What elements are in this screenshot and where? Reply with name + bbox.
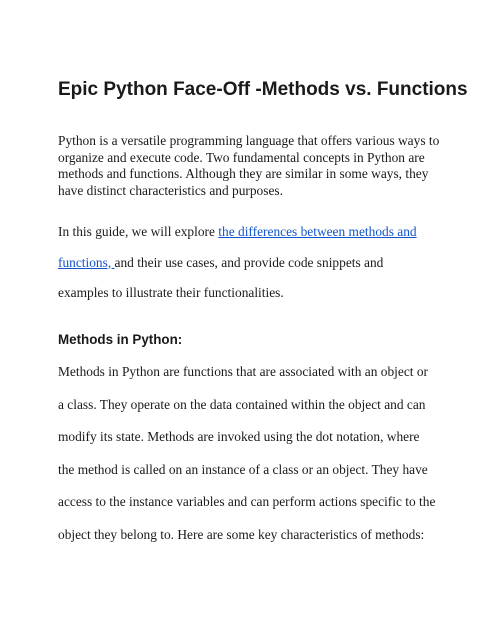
guide-line-2-text: and their use cases, and provide code snippets and — [114, 254, 384, 270]
methods-line: access to the instance variables and can perform actions specific to the — [58, 494, 436, 509]
differences-link-continued[interactable]: functions, — [58, 254, 115, 270]
methods-line: the method is called on an instance of a class or an object. They have — [58, 461, 428, 477]
methods-line: object they belong to. Here are some key characteristics of methods: — [58, 526, 425, 542]
methods-line: modify its state. Methods are invoked using the dot notation, where — [58, 429, 420, 444]
guide-paragraph — [58, 217, 444, 309]
intro-paragraph — [58, 133, 444, 200]
guide-line-2 — [58, 248, 444, 279]
intro-line: have distinct characteristics and purposes. — [58, 183, 283, 199]
methods-line: Methods in Python are functions that are associated with an object or — [58, 364, 429, 379]
differences-link[interactable]: the differences between methods and — [218, 224, 417, 239]
guide-line-1 — [58, 217, 444, 248]
intro-line: methods and functions. Although they are similar in some ways, they — [58, 166, 429, 182]
guide-line-3: examples to illustrate their functionalities. — [58, 285, 284, 300]
intro-line: organize and execute code. Two fundamental concepts in Python are — [58, 149, 425, 165]
intro-line: Python is a versatile programming language that offers various ways to — [58, 133, 440, 148]
methods-line: a class. They operate on the data contained within the object and can — [58, 396, 426, 412]
guide-line-1-text: In this guide, we will explore — [58, 224, 219, 239]
methods-paragraph — [58, 356, 444, 551]
section-heading-methods: Methods in Python: — [58, 332, 183, 347]
page-title: Epic Python Face-Off -Methods vs. Functions — [58, 79, 468, 100]
